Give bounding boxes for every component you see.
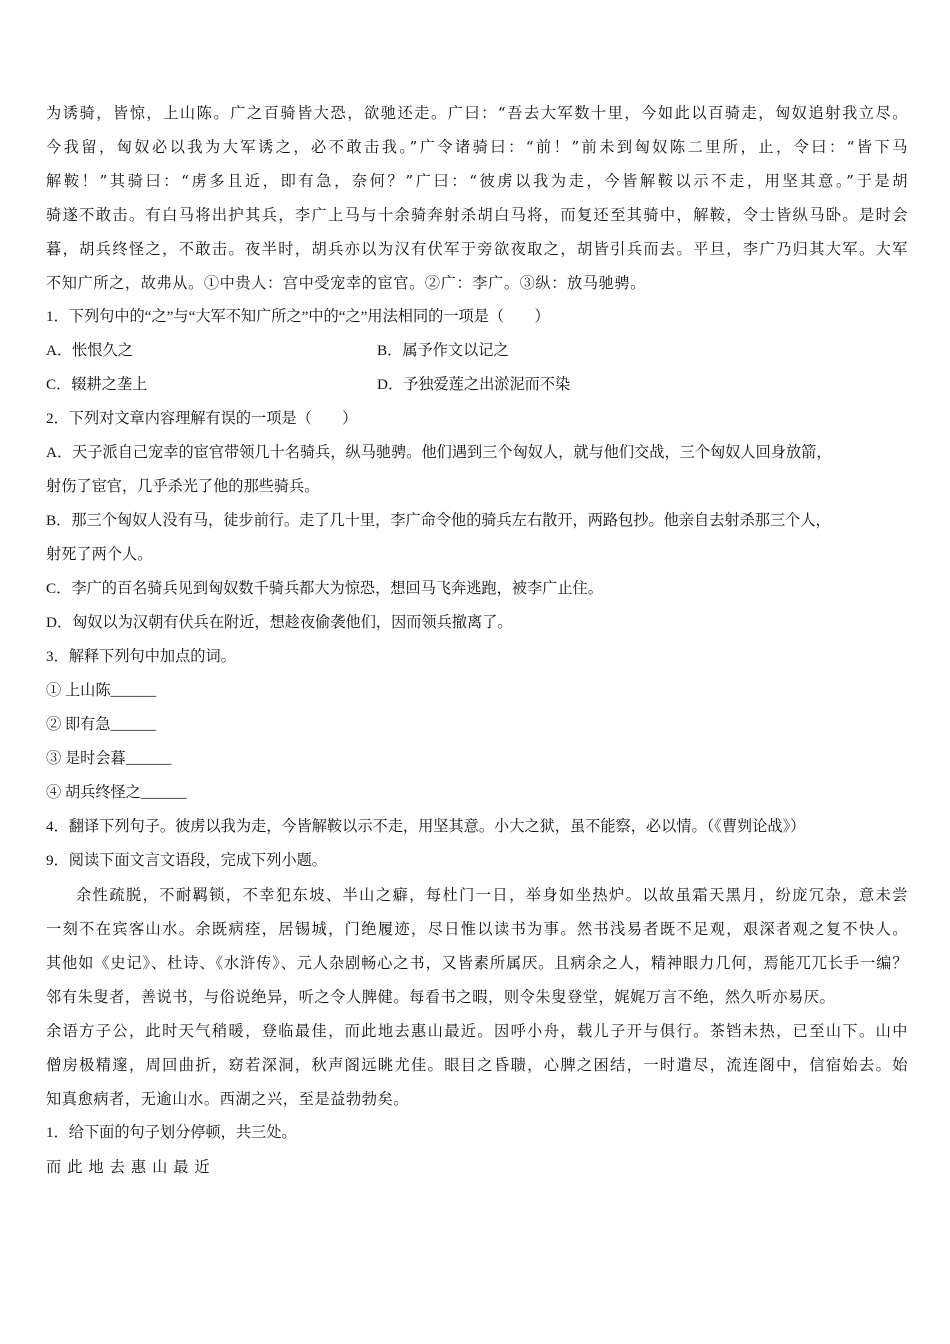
- option-b: B．那三个匈奴人没有马，徒步前行。走了几十里，李广命令他的骑兵左右散开，两路包抄。他亲自去射杀那三个人，: [46, 512, 831, 529]
- passage-1-line: 解鞍！”其骑曰：“虏多且近，即有急，奈何？”广曰：“彼虏以我为走，今皆解鞍以示不走，用坚其意。”于是胡: [46, 172, 908, 190]
- option-d: D．匈奴以为汉朝有伏兵在附近，想趁夜偷袭他们，因而领兵撤离了。: [46, 614, 513, 631]
- passage-2-line: 僧房极精邃，周回曲折，窈若深洞，秋声阁远眺尤佳。眼目之昏聩，心脾之困结，一时遣尽，流连阁中，信宿始去。始: [46, 1056, 908, 1074]
- document-page: [46, 96, 908, 1184]
- question-3-item: ① 上山陈______: [46, 682, 157, 699]
- question-3-stem: 3．解释下列句中加点的词。: [46, 648, 236, 665]
- question-1-options-row: [46, 368, 908, 402]
- passage-1: [46, 96, 908, 300]
- question-1-stem: 1．下列句中的“之”与“大军不知广所之”中的“之”用法相同的一项是（ ）: [46, 308, 550, 325]
- option-a: A．天子派自己宠幸的宦官带领几十名骑兵，纵马驰骋。他们遇到三个匈奴人，就与他们交战，三个匈奴人回身放箭，: [46, 444, 832, 461]
- question-9-1: [46, 1116, 908, 1184]
- passage-1-line: 骑遂不敢击。有白马将出护其兵，李广上马与十余骑奔射杀胡白马将，而复还至其骑中，解鞍，令士皆纵马卧。是时会: [46, 206, 908, 224]
- passage-1-footnotes: 不知广所之，故弗从。①中贵人：宫中受宠幸的宦官。②广：李广。③纵：放马驰骋。: [46, 274, 646, 292]
- option-a: A．怅恨久之: [46, 342, 133, 359]
- question-1-options-row: [46, 334, 908, 368]
- option-c: C．辍耕之垄上: [46, 376, 148, 393]
- passage-1-line: 今我留，匈奴必以我为大军诱之，必不敢击我。”广令诸骑曰：“前！”前未到匈奴陈二里所，止，令曰：“皆下马: [46, 138, 908, 156]
- option-d: D．予独爱莲之出淤泥而不染: [377, 376, 571, 393]
- question-4: 4．翻译下列句子。彼虏以我为走，今皆解鞍以示不走，用坚其意。小大之狱，虽不能察，必以情。（《曹刿论战》）: [46, 818, 806, 835]
- option-a-continued: 射伤了宦官，几乎杀光了他的那些骑兵。: [46, 478, 320, 495]
- passage-2-line: 余语方子公，此时天气稍暖，登临最佳，而此地去惠山最近。因呼小舟，载儿子开与俱行。茶铛未热，已至山下。山中: [46, 1022, 908, 1040]
- option-b-continued: 射死了两个人。: [46, 546, 153, 563]
- option-c: C．李广的百名骑兵见到匈奴数千骑兵都大为惊恐，想回马飞奔逃跑，被李广止住。: [46, 580, 603, 597]
- question-9-intro: 9．阅读下面文言文语段，完成下列小题。: [46, 852, 327, 869]
- question-9-1-stem: 1．给下面的句子划分停顿，共三处。: [46, 1124, 297, 1141]
- passage-1-line: 暮，胡兵终怪之，不敢击。夜半时，胡兵亦以为汉有伏军于旁欲夜取之，胡皆引兵而去。平旦，李广乃归其大军。大军: [46, 240, 908, 258]
- question-3: [46, 640, 908, 810]
- question-1: [46, 300, 908, 402]
- passage-2-line: 知真愈病者，无逾山水。西湖之兴，至是益勃勃矣。: [46, 1090, 410, 1108]
- passage-2-line: 邻有朱叟者，善说书，与俗说绝异，听之令人脾健。每看书之暇，则令朱叟登堂，娓娓万言不绝，然久听亦易厌。: [46, 988, 836, 1006]
- question-9-1-sentence: 而 此 地 去 惠 山 最 近: [46, 1158, 211, 1176]
- question-2-stem: 2．下列对文章内容理解有误的一项是（ ）: [46, 410, 358, 427]
- passage-2-line: 其他如《史记》、杜诗、《水浒传》、元人杂剧畅心之书，又皆素所属厌。且病余之人，精神眼力几何，焉能兀兀长手一编？: [46, 954, 908, 972]
- option-b: B．属予作文以记之: [377, 342, 509, 359]
- passage-2-line: 余性疏脱，不耐羁锁，不幸犯东坡、半山之癖，每杜门一日，举身如坐热炉。以故虽霜天黑月，纷庞冗杂，意未尝: [76, 886, 908, 904]
- question-3-item: ② 即有急______: [46, 716, 157, 733]
- passage-2: [46, 878, 908, 1116]
- question-3-item: ④ 胡兵终怪之______: [46, 784, 187, 801]
- passage-2-line: 一刻不在宾客山水。余既病痊，居锡城，门绝履迹，尽日惟以读书为事。然书浅易者既不足观，艰深者观之复不快人。: [46, 920, 908, 938]
- passage-1-line: 为诱骑，皆惊，上山陈。广之百骑皆大恐，欲驰还走。广曰：“吾去大军数十里，今如此以百骑走，匈奴追射我立尽。: [46, 104, 908, 122]
- question-2: [46, 402, 908, 640]
- question-3-item: ③ 是时会暮______: [46, 750, 172, 767]
